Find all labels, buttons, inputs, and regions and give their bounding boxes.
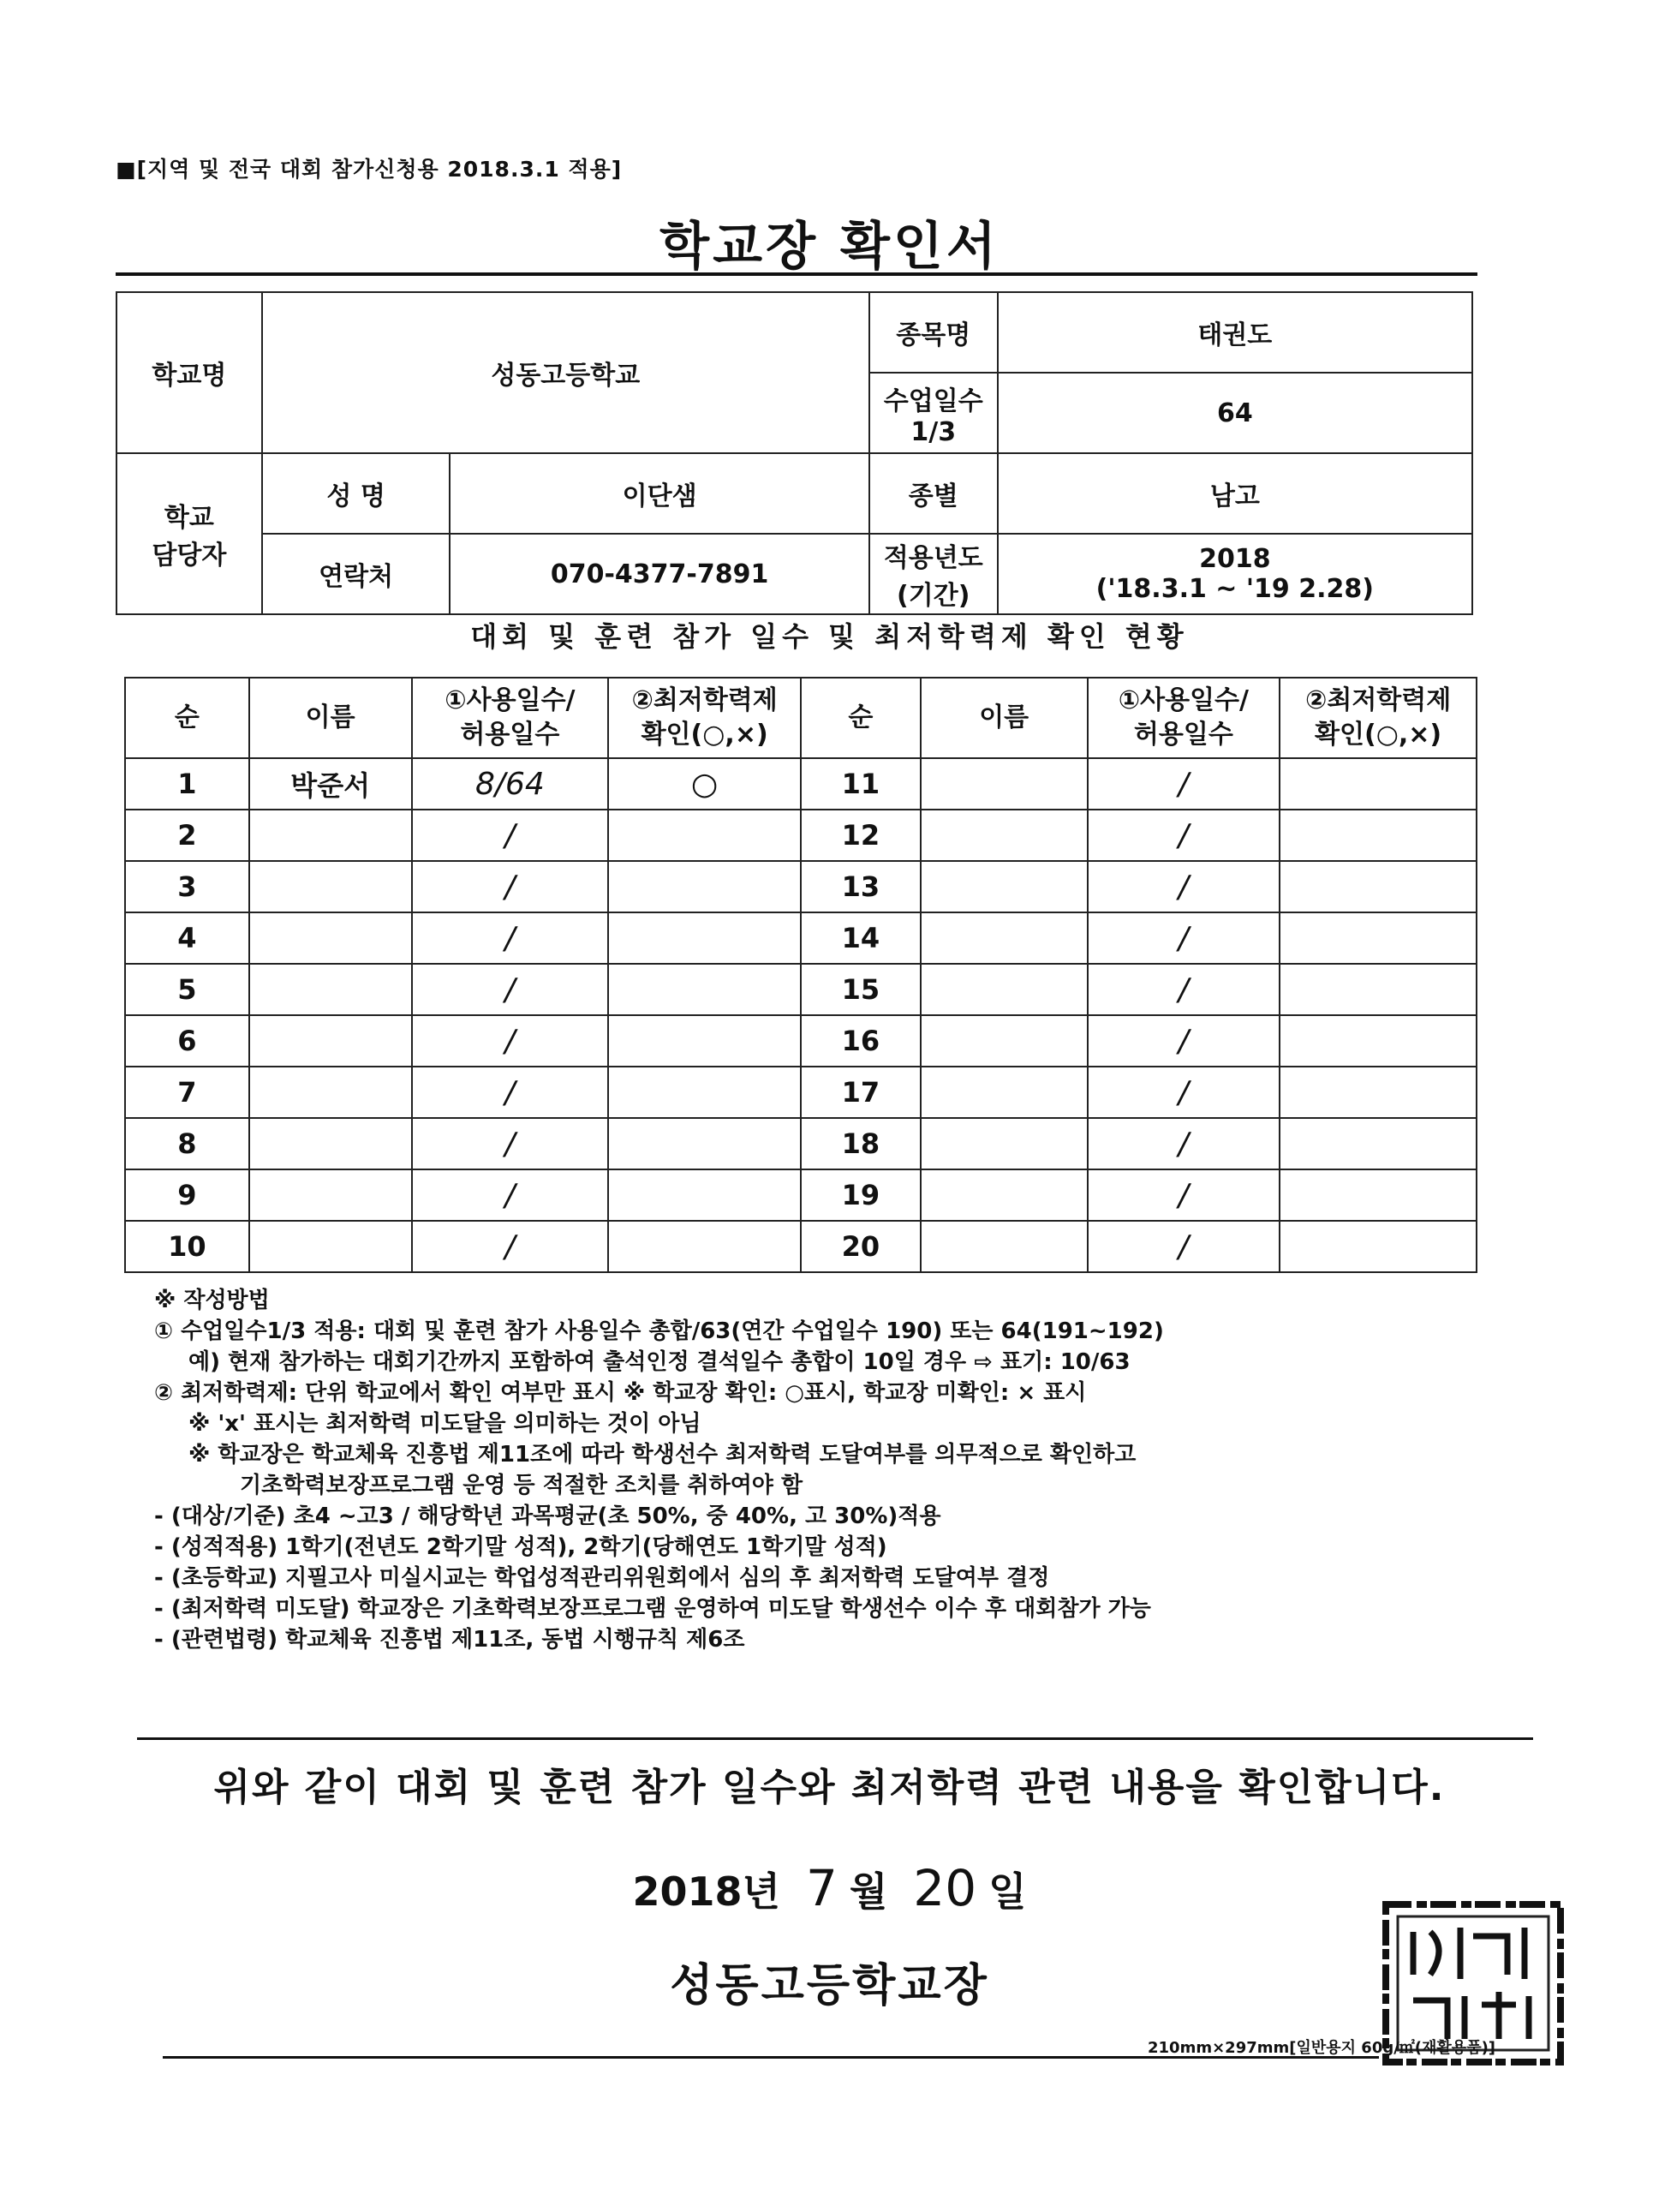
school-name: 성동고등학교 xyxy=(262,292,869,453)
table-row xyxy=(125,1221,1477,1272)
manager-label-line1: 학교 xyxy=(164,503,214,533)
header-days-right xyxy=(1088,678,1280,758)
row-no: 11 xyxy=(801,758,921,810)
notes-rule xyxy=(137,1737,1533,1740)
row-check xyxy=(1280,758,1477,810)
header-name-right: 이름 xyxy=(921,678,1088,758)
row-check xyxy=(608,861,801,912)
note-line: - (초등학교) 지필고사 미실시교는 학업성적관리위원회에서 심의 후 최저학력 도달여부 결정 xyxy=(154,1565,1050,1591)
row-days: / xyxy=(412,1118,609,1169)
table-row xyxy=(125,1169,1477,1221)
contact-value: 070-4377-7891 xyxy=(450,534,868,614)
row-no: 16 xyxy=(801,1015,921,1067)
name-value: 이단샘 xyxy=(450,453,868,534)
row-check xyxy=(608,1015,801,1067)
row-days: / xyxy=(1088,1169,1280,1221)
note-line: - (최저학력 미도달) 학교장은 기초학력보장프로그램 운영하여 미도달 학생선수 이수 후 대회참가 가능 xyxy=(154,1596,1151,1622)
row-check xyxy=(1280,1221,1477,1272)
class-days-label-line1: 수업일수 xyxy=(883,386,983,416)
year-value-line1: 2018 xyxy=(1199,544,1271,574)
header-days-line2: 허용일수 xyxy=(460,720,560,750)
header-days-left xyxy=(412,678,609,758)
row-check xyxy=(608,1118,801,1169)
header-check-line2: 확인(○,×) xyxy=(1315,720,1442,750)
row-no: 10 xyxy=(125,1221,249,1272)
row-days: / xyxy=(412,861,609,912)
row-days: / xyxy=(1088,810,1280,861)
note-line: - (관련법령) 학교체육 진흥법 제11조, 동법 시행규칙 제6조 xyxy=(154,1627,745,1653)
row-check xyxy=(608,1169,801,1221)
row-no: 3 xyxy=(125,861,249,912)
class-days-label xyxy=(869,373,998,453)
row-no: 14 xyxy=(801,912,921,964)
row-name xyxy=(921,1015,1088,1067)
confirmation-statement: 위와 같이 대회 및 훈련 참가 일수와 최저학력 관련 내용을 확인합니다. xyxy=(213,1766,1446,1809)
row-days: / xyxy=(1088,1118,1280,1169)
header-check-line1: ②최저학력제 xyxy=(631,685,778,715)
row-check xyxy=(1280,912,1477,964)
header-no-left: 순 xyxy=(125,678,249,758)
principal-name: 성동고등학교장 xyxy=(670,1960,989,2012)
gender-value: 남고 xyxy=(998,453,1472,534)
date-month-unit: 월 xyxy=(849,1868,888,1915)
row-name xyxy=(921,810,1088,861)
school-label: 학교명 xyxy=(116,292,262,453)
date-month: 7 xyxy=(805,1859,838,1917)
name-label: 성 명 xyxy=(262,453,451,534)
info-table xyxy=(116,291,1473,615)
row-name xyxy=(249,912,412,964)
row-check xyxy=(1280,1067,1477,1118)
table-row xyxy=(125,1015,1477,1067)
row-name xyxy=(249,1118,412,1169)
row-days: / xyxy=(412,964,609,1015)
top-rule xyxy=(116,272,1477,276)
notes-heading: ※ 작성방법 xyxy=(154,1288,270,1313)
participation-table xyxy=(124,677,1477,1273)
row-days: / xyxy=(412,810,609,861)
contact-label: 연락처 xyxy=(262,534,451,614)
event-label: 종목명 xyxy=(869,292,998,373)
row-name xyxy=(249,861,412,912)
participation-title: 대회 및 훈련 참가 일수 및 최저학력제 확인 현황 xyxy=(470,620,1189,653)
note-line: - (대상/기준) 초4 ~고3 / 해당학년 과목평균(초 50%, 중 40%, 고 30%)적용 xyxy=(154,1504,941,1529)
writing-instructions xyxy=(154,1285,1542,1655)
row-name xyxy=(921,964,1088,1015)
row-days: / xyxy=(1088,758,1280,810)
header-check-right xyxy=(1280,678,1477,758)
manager-label-line2: 담당자 xyxy=(152,541,227,571)
row-days: / xyxy=(1088,964,1280,1015)
note-line: 기초학력보장프로그램 운영 등 적절한 조치를 취하여야 함 xyxy=(240,1473,803,1498)
table-row xyxy=(125,912,1477,964)
row-no: 5 xyxy=(125,964,249,1015)
row-days: / xyxy=(412,1169,609,1221)
header-days-line1: ①사용일수/ xyxy=(1118,685,1249,715)
row-name xyxy=(249,1015,412,1067)
table-row xyxy=(125,1067,1477,1118)
row-check xyxy=(608,964,801,1015)
table-row xyxy=(125,758,1477,810)
date-day-unit: 일 xyxy=(988,1868,1027,1915)
row-no: 19 xyxy=(801,1169,921,1221)
row-check xyxy=(608,1221,801,1272)
bottom-rule xyxy=(163,2056,1379,2059)
header-check-line1: ②최저학력제 xyxy=(1304,685,1452,715)
manager-label xyxy=(116,453,262,614)
paper-size-note: 210mm×297mm[일반용지 60g/㎡(재활용품)] xyxy=(1148,2039,1496,2057)
row-name: 박준서 xyxy=(249,758,412,810)
row-no: 13 xyxy=(801,861,921,912)
header-check-left xyxy=(608,678,801,758)
year-label-line1: 적용년도 xyxy=(883,543,983,573)
row-no: 6 xyxy=(125,1015,249,1067)
row-no: 9 xyxy=(125,1169,249,1221)
table-row xyxy=(125,861,1477,912)
table-row xyxy=(125,1118,1477,1169)
row-days: / xyxy=(412,1067,609,1118)
row-name xyxy=(921,1221,1088,1272)
note-line: 예) 현재 참가하는 대회기간까지 포함하여 출석인정 결석일수 총합이 10일 경우 ⇨ 표기: 10/63 xyxy=(188,1349,1131,1375)
row-no: 15 xyxy=(801,964,921,1015)
row-check xyxy=(1280,810,1477,861)
row-days: / xyxy=(1088,861,1280,912)
date-day: 20 xyxy=(913,1859,977,1917)
row-days: / xyxy=(1088,1221,1280,1272)
row-name xyxy=(921,758,1088,810)
row-no: 20 xyxy=(801,1221,921,1272)
row-check xyxy=(608,1067,801,1118)
note-line: ② 최저학력제: 단위 학교에서 확인 여부만 표시 ※ 학교장 확인: ○표시, 학교장 미확인: × 표시 xyxy=(154,1380,1087,1406)
row-check xyxy=(1280,1169,1477,1221)
header-days-line2: 허용일수 xyxy=(1133,720,1233,750)
row-days: 8/64 xyxy=(412,758,609,810)
gender-label: 종별 xyxy=(869,453,998,534)
class-days-label-line2: 1/3 xyxy=(910,416,957,447)
row-name xyxy=(921,1067,1088,1118)
row-name xyxy=(249,1169,412,1221)
form-note: ■[지역 및 전국 대회 참가신청용 2018.3.1 적용] xyxy=(116,157,623,182)
header-days-line1: ①사용일수/ xyxy=(445,685,576,715)
row-name xyxy=(249,964,412,1015)
row-check xyxy=(1280,1015,1477,1067)
row-no: 1 xyxy=(125,758,249,810)
row-name xyxy=(921,912,1088,964)
row-check xyxy=(608,912,801,964)
header-no-right: 순 xyxy=(801,678,921,758)
row-no: 8 xyxy=(125,1118,249,1169)
table-row xyxy=(125,810,1477,861)
event-value: 태권도 xyxy=(998,292,1472,373)
date-year: 2018년 xyxy=(632,1868,780,1915)
note-line: - (성적적용) 1학기(전년도 2학기말 성적), 2학기(당해연도 1학기말 성적) xyxy=(154,1534,887,1560)
table-row xyxy=(125,964,1477,1015)
row-name xyxy=(921,1169,1088,1221)
note-line: ① 수업일수1/3 적용: 대회 및 훈련 참가 사용일수 총합/63(연간 수업일수 190) 또는 64(191~192) xyxy=(154,1318,1164,1344)
row-check xyxy=(608,810,801,861)
note-line: ※ 'x' 표시는 최저학력 미도달을 의미하는 것이 아님 xyxy=(188,1411,701,1437)
row-no: 18 xyxy=(801,1118,921,1169)
row-check xyxy=(1280,1118,1477,1169)
row-check: ○ xyxy=(608,758,801,810)
header-name-left: 이름 xyxy=(249,678,412,758)
row-check xyxy=(1280,964,1477,1015)
year-label-line2: (기간) xyxy=(897,581,970,611)
row-days: / xyxy=(1088,1015,1280,1067)
row-days: / xyxy=(1088,912,1280,964)
row-days: / xyxy=(1088,1067,1280,1118)
row-check xyxy=(1280,861,1477,912)
year-label xyxy=(869,534,998,614)
row-name xyxy=(249,810,412,861)
row-days: / xyxy=(412,1015,609,1067)
note-line: ※ 학교장은 학교체육 진흥법 제11조에 따라 학생선수 최저학력 도달여부를 의무적으로 확인하고 xyxy=(188,1442,1137,1468)
row-no: 17 xyxy=(801,1067,921,1118)
row-no: 7 xyxy=(125,1067,249,1118)
row-days: / xyxy=(412,1221,609,1272)
year-value-line2: ('18.3.1 ~ '19 2.28) xyxy=(1095,574,1374,604)
row-name xyxy=(921,861,1088,912)
row-name xyxy=(921,1118,1088,1169)
row-name xyxy=(249,1221,412,1272)
row-no: 2 xyxy=(125,810,249,861)
row-no: 12 xyxy=(801,810,921,861)
row-no: 4 xyxy=(125,912,249,964)
class-days-value: 64 xyxy=(998,373,1472,453)
page-title: 학교장 확인서 xyxy=(659,217,1000,277)
row-days: / xyxy=(412,912,609,964)
row-name xyxy=(249,1067,412,1118)
header-check-line2: 확인(○,×) xyxy=(641,720,768,750)
year-value xyxy=(998,534,1472,614)
